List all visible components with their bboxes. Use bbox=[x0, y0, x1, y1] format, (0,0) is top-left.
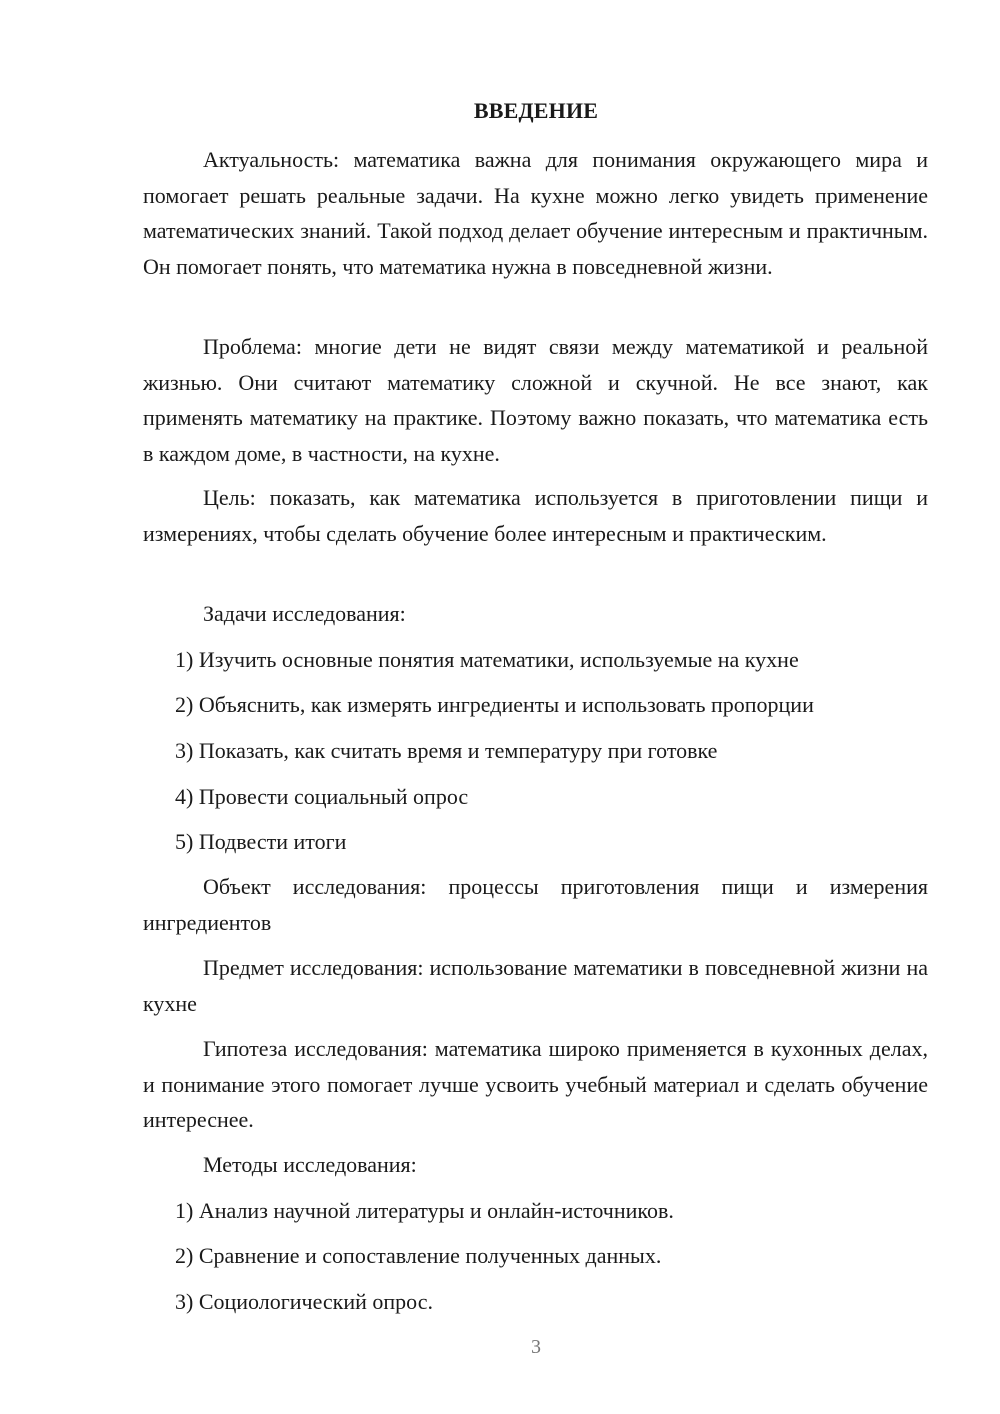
task-item-1: 1) Изучить основные понятия математики, используемые на кухне bbox=[175, 647, 799, 672]
method-item-3: 3) Социологический опрос. bbox=[175, 1289, 433, 1314]
object-paragraph: Объект исследования: процессы приготовления пищи и измерения ингредиентов bbox=[143, 874, 928, 935]
subject-paragraph: Предмет исследования: использование математики в повседневной жизни на кухне bbox=[143, 955, 928, 1016]
problem-paragraph: Проблема: многие дети не видят связи между математикой и реальной жизнью. Они считают математику сложной и скучной. Не все знают, как применять математику на практике. Поэтому важно показать, что математика есть в каждом доме, в частности, на кухне. bbox=[143, 334, 928, 466]
methods-heading: Методы исследования: bbox=[203, 1152, 417, 1177]
relevance-paragraph: Актуальность: математика важна для понимания окружающего мира и помогает решать реальные задачи. На кухне можно легко увидеть применение математических знаний. Такой подход делает обучение интересным и практичным. Он помогает понять, что математика нужна в повседневной жизни. bbox=[143, 147, 928, 279]
task-item-2: 2) Объяснить, как измерять ингредиенты и использовать пропорции bbox=[175, 692, 814, 717]
method-item-1: 1) Анализ научной литературы и онлайн-источников. bbox=[175, 1198, 674, 1223]
hypothesis-paragraph: Гипотеза исследования: математика широко применяется в кухонных делах, и понимание этого помогает лучше усвоить учебный материал и сделать обучение интереснее. bbox=[143, 1036, 928, 1132]
goal-paragraph: Цель: показать, как математика используется в приготовлении пищи и измерениях, чтобы сделать обучение более интересным и практическим. bbox=[143, 485, 928, 546]
tasks-heading: Задачи исследования: bbox=[203, 601, 406, 626]
task-item-3: 3) Показать, как считать время и температуру при готовке bbox=[175, 738, 718, 763]
page-title: ВВЕДЕНИЕ bbox=[473, 98, 599, 123]
page-number: 3 bbox=[531, 1336, 541, 1358]
method-item-2: 2) Сравнение и сопоставление полученных данных. bbox=[175, 1243, 662, 1268]
task-item-4: 4) Провести социальный опрос bbox=[175, 784, 469, 809]
task-item-5: 5) Подвести итоги bbox=[175, 829, 347, 854]
